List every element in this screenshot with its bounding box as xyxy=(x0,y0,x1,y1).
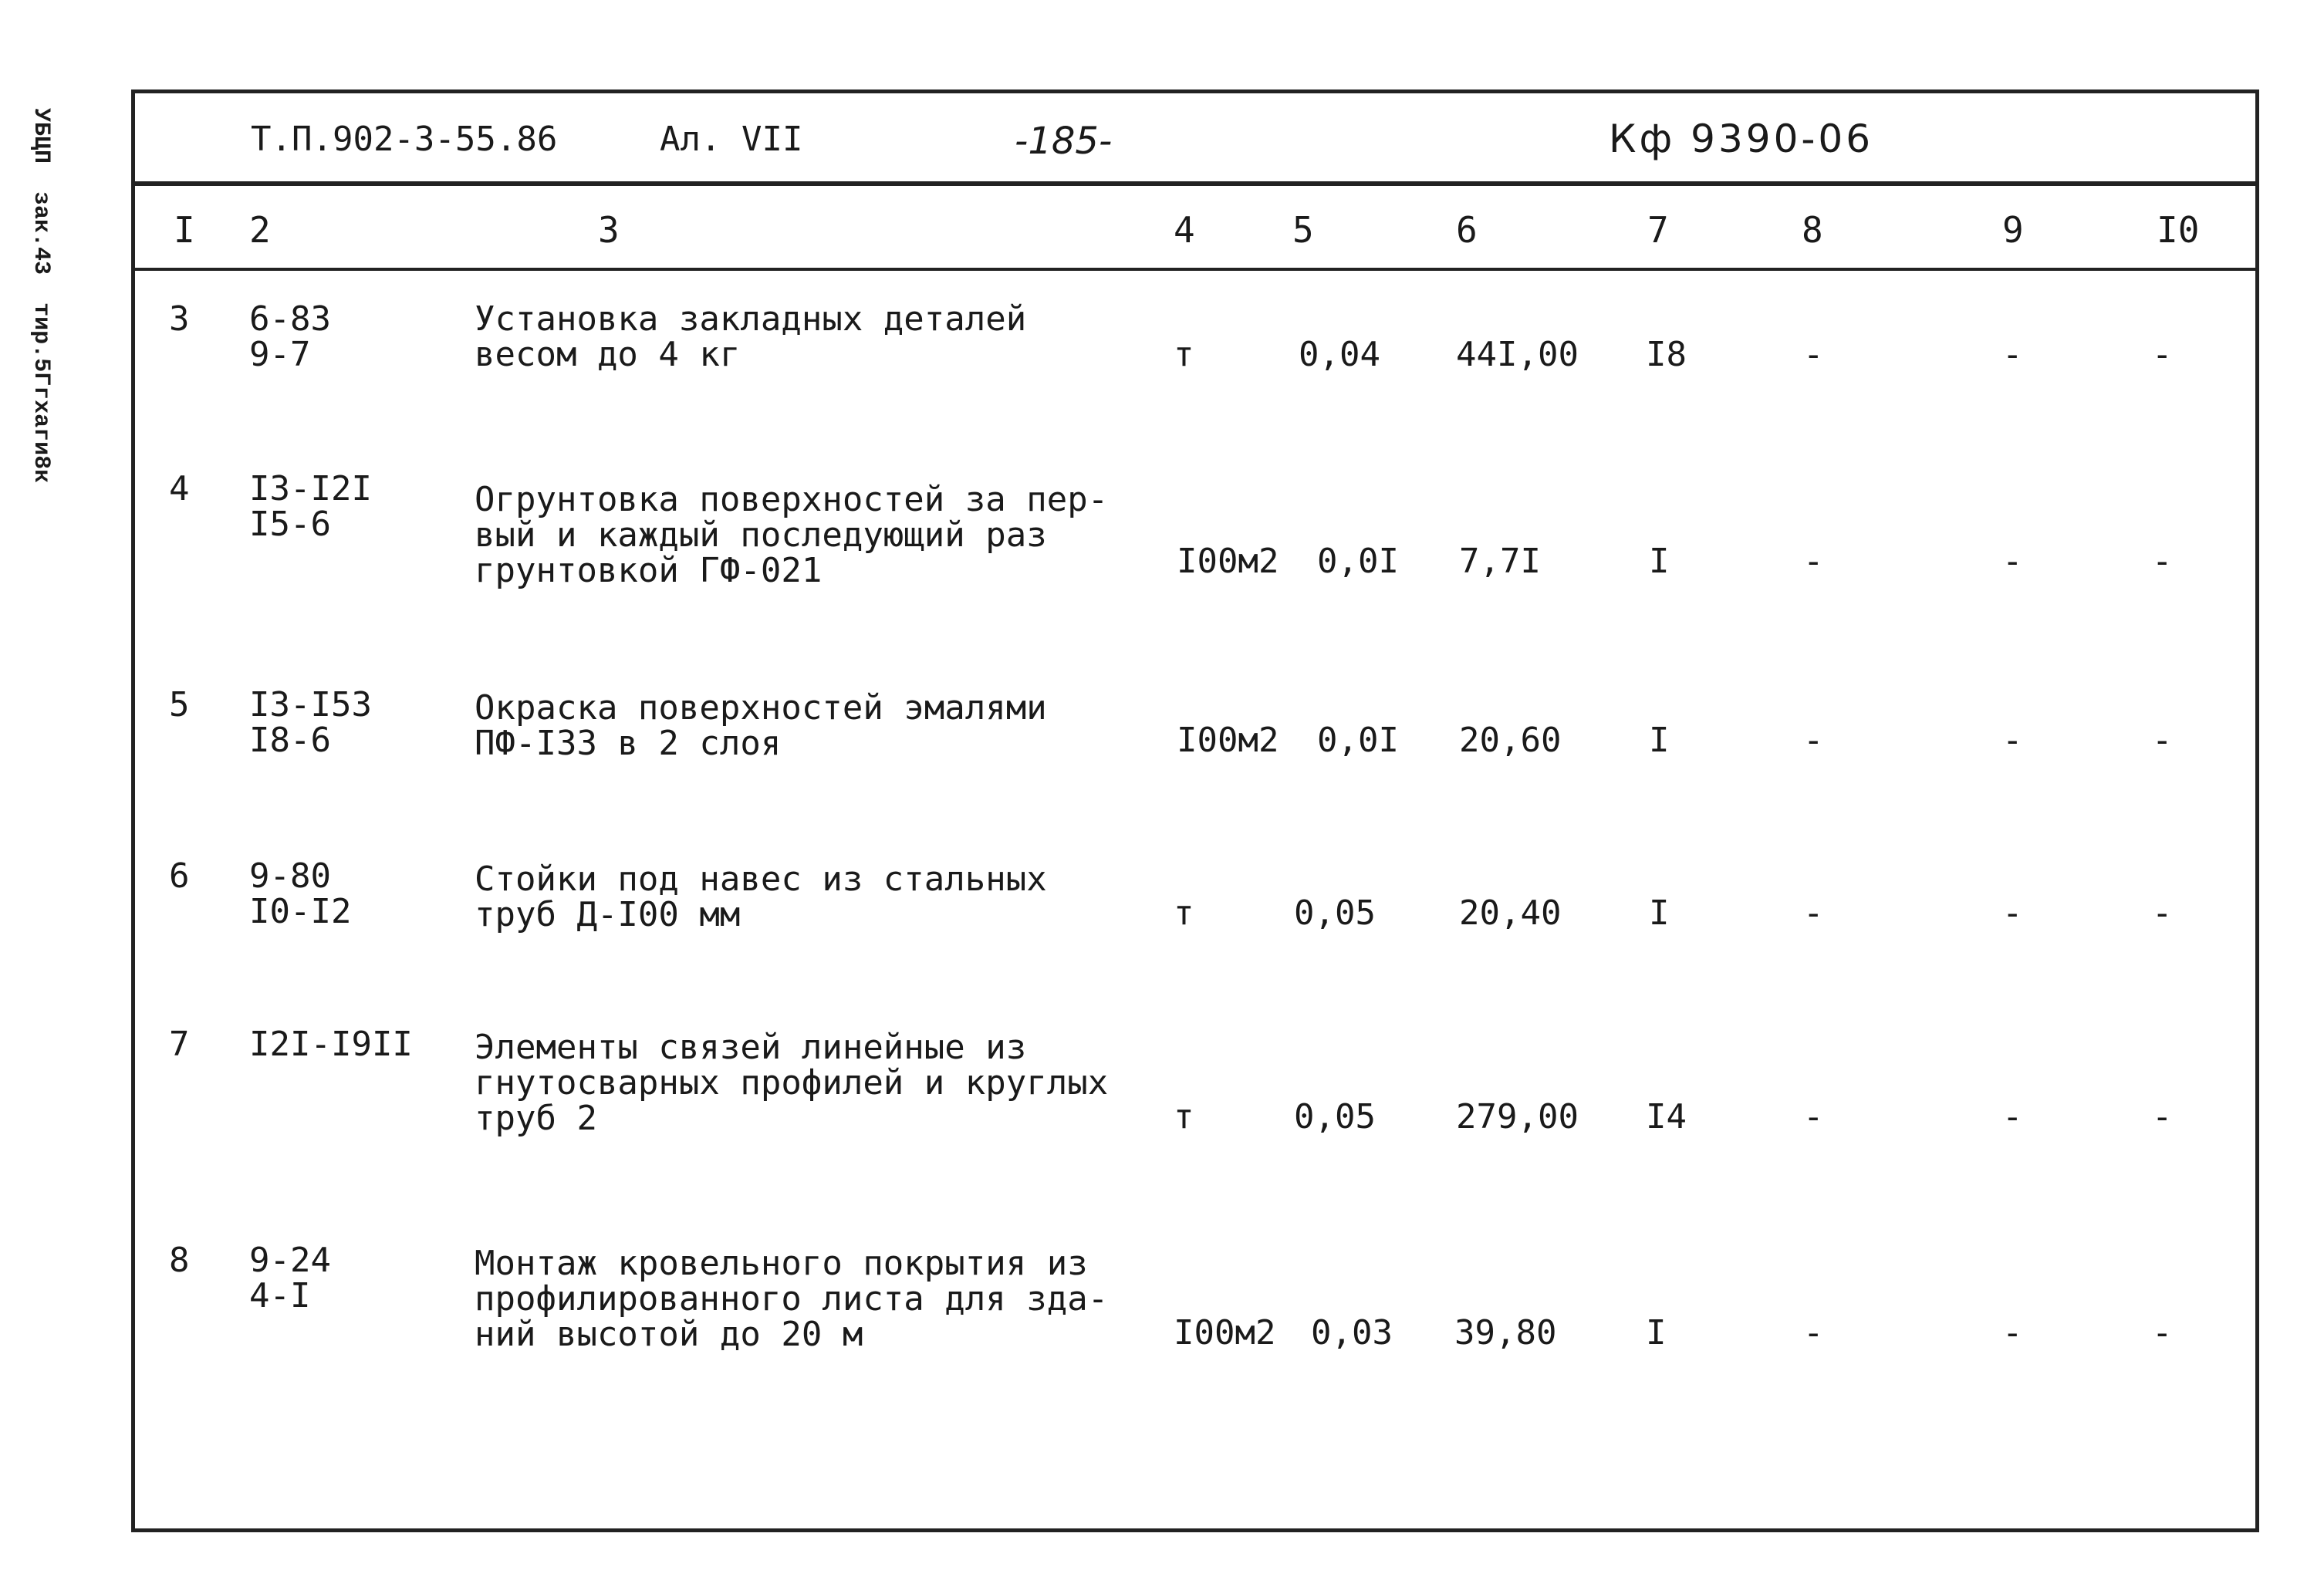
side-stamp-print-run: тир.5Ггхаги8к xyxy=(28,302,54,484)
norm-code-line: I0-I2 xyxy=(249,892,352,931)
description-line: Элементы связей линейные из xyxy=(475,1028,1027,1067)
table-frame xyxy=(131,89,2259,1532)
column-10-value: - xyxy=(2152,721,2173,760)
table-row xyxy=(135,1027,2255,1150)
norm-code xyxy=(249,299,331,374)
column-9-value: - xyxy=(2002,335,2023,374)
unit: т xyxy=(1174,335,1194,374)
work-description xyxy=(475,1030,1108,1136)
unit: I00м2 xyxy=(1174,1313,1276,1353)
column-8-value: - xyxy=(1803,335,1824,374)
column-numbers-row xyxy=(135,186,2255,271)
column-8-value: - xyxy=(1803,721,1824,760)
work-description xyxy=(475,688,1047,763)
page-number: -185- xyxy=(1015,120,1113,163)
table-row xyxy=(135,299,2255,394)
norm-code-line: I5-6 xyxy=(249,505,331,544)
column-7-value: I8 xyxy=(1646,335,1687,374)
work-description xyxy=(475,299,1027,374)
norm-code-line: I8-6 xyxy=(249,721,331,760)
description-line: Окраска поверхностей эмалями xyxy=(475,688,1047,728)
unit-price: 279,00 xyxy=(1456,1097,1579,1136)
column-9-value: - xyxy=(2002,721,2023,760)
unit-price: 20,40 xyxy=(1459,893,1562,933)
column-header: 4 xyxy=(1174,209,1195,251)
description-line: вый и каждый последующий раз xyxy=(475,515,1047,555)
column-header: 6 xyxy=(1456,209,1478,251)
table-row xyxy=(135,1243,2255,1366)
column-10-value: - xyxy=(2152,893,2173,933)
description-line: Стойки под навес из стальных xyxy=(475,859,1047,899)
column-header: 3 xyxy=(598,209,620,251)
description-line: Огрунтовка поверхностей за пер- xyxy=(475,480,1109,519)
column-7-value: I xyxy=(1646,1313,1667,1353)
norm-code-line: 9-24 xyxy=(249,1241,331,1280)
description-line: Установка закладных деталей xyxy=(475,299,1027,339)
quantity: 0,0I xyxy=(1317,721,1399,760)
column-8-value: - xyxy=(1803,893,1824,933)
description-line: грунтовкой ГФ-021 xyxy=(475,551,823,590)
norm-code xyxy=(249,1243,331,1314)
column-10-value: - xyxy=(2152,1313,2173,1353)
unit: I00м2 xyxy=(1177,721,1279,760)
norm-code-line: 9-80 xyxy=(249,856,331,896)
description-line: труб 2 xyxy=(475,1099,597,1138)
norm-code-line: I3-I53 xyxy=(249,685,372,724)
column-header: I0 xyxy=(2157,209,2200,251)
unit-price: 44I,00 xyxy=(1456,335,1579,374)
column-7-value: I xyxy=(1649,893,1670,933)
quantity: 0,03 xyxy=(1311,1313,1393,1353)
description-line: Монтаж кровельного покрытия из xyxy=(475,1244,1088,1283)
column-8-value: - xyxy=(1803,1097,1824,1136)
unit-price: 20,60 xyxy=(1459,721,1562,760)
unit-price: 39,80 xyxy=(1454,1313,1557,1353)
work-description xyxy=(475,482,1108,589)
row-number: 4 xyxy=(169,469,190,508)
description-line: ний высотой до 20 м xyxy=(475,1315,863,1354)
sheet-header xyxy=(135,93,2255,186)
archive-stamp: Кф 9390-06 xyxy=(1609,117,1874,161)
work-description xyxy=(475,1246,1108,1353)
norm-code-line: 6-83 xyxy=(249,299,331,339)
description-line: гнутосварных профилей и круглых xyxy=(475,1063,1109,1103)
unit: т xyxy=(1174,893,1194,933)
column-10-value: - xyxy=(2152,542,2173,581)
column-header: 9 xyxy=(2002,209,2024,251)
norm-code xyxy=(249,856,352,931)
unit-price: 7,7I xyxy=(1459,542,1541,581)
row-number: 3 xyxy=(169,299,190,339)
row-number: 8 xyxy=(169,1241,190,1280)
norm-code-line: I2I-I9II xyxy=(249,1025,413,1064)
column-9-value: - xyxy=(2002,893,2023,933)
column-10-value: - xyxy=(2152,335,2173,374)
column-9-value: - xyxy=(2002,1097,2023,1136)
norm-code-line: I3-I2I xyxy=(249,469,372,508)
doc-code: Т.П.902-3-55.86 xyxy=(251,120,558,159)
column-header: 5 xyxy=(1292,209,1314,251)
norm-code xyxy=(249,687,372,758)
row-number: 7 xyxy=(169,1025,190,1064)
side-stamp-order: зак.43 xyxy=(28,191,54,275)
table-row xyxy=(135,471,2255,595)
column-8-value: - xyxy=(1803,542,1824,581)
norm-code-line: 4-I xyxy=(249,1276,311,1315)
description-line: труб Д-I00 мм xyxy=(475,895,741,934)
side-stamp-org: УБЦП xyxy=(28,108,54,164)
description-line: весом до 4 кг xyxy=(475,335,741,374)
table-row xyxy=(135,856,2255,951)
quantity: 0,0I xyxy=(1317,542,1399,581)
norm-code xyxy=(249,1027,413,1062)
column-header: 7 xyxy=(1647,209,1669,251)
unit: т xyxy=(1174,1097,1194,1136)
column-7-value: I xyxy=(1649,542,1670,581)
quantity: 0,04 xyxy=(1299,335,1380,374)
quantity: 0,05 xyxy=(1294,1097,1376,1136)
description-line: профилированного листа для зда- xyxy=(475,1279,1109,1319)
column-7-value: I4 xyxy=(1646,1097,1687,1136)
column-8-value: - xyxy=(1803,1313,1824,1353)
norm-code-line: 9-7 xyxy=(249,335,311,374)
album-number: Ал. VII xyxy=(660,120,803,159)
column-10-value: - xyxy=(2152,1097,2173,1136)
row-number: 5 xyxy=(169,685,190,724)
quantity: 0,05 xyxy=(1294,893,1376,933)
column-header: 8 xyxy=(1802,209,1823,251)
description-line: ПФ-I33 в 2 слоя xyxy=(475,724,782,763)
column-7-value: I xyxy=(1649,721,1670,760)
norm-code xyxy=(249,471,372,542)
column-header: 2 xyxy=(249,209,271,251)
work-description xyxy=(475,859,1047,934)
column-9-value: - xyxy=(2002,1313,2023,1353)
unit: I00м2 xyxy=(1177,542,1279,581)
table-row xyxy=(135,687,2255,780)
row-number: 6 xyxy=(169,856,190,896)
column-9-value: - xyxy=(2002,542,2023,581)
side-stamp xyxy=(28,108,54,540)
column-header: I xyxy=(174,209,195,251)
